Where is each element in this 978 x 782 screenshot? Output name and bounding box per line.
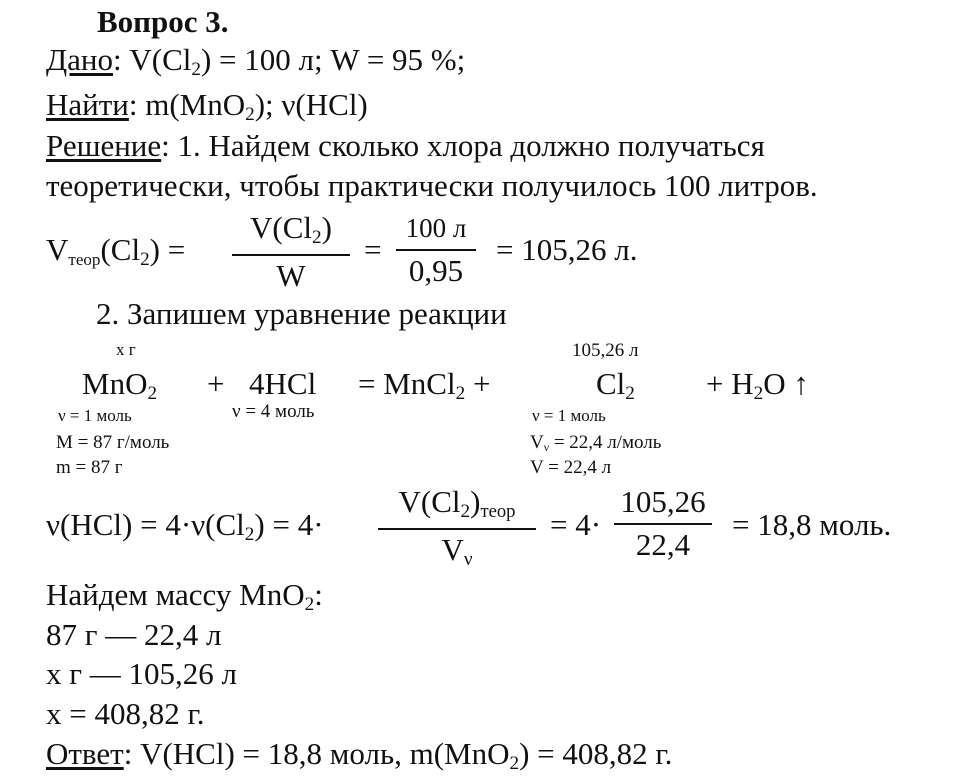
eq1-lhs: Vтеор(Cl2) = bbox=[46, 232, 186, 271]
solution-line-1: Решение: 1. Найдем сколько хлора должно получаться bbox=[46, 128, 765, 163]
reaction-mncl2: = MnCl2 + bbox=[358, 366, 491, 405]
fraction-bar bbox=[396, 249, 476, 251]
proportion-line-2: х г — 105,26 л bbox=[46, 656, 237, 691]
solution-label: Решение bbox=[46, 128, 162, 163]
answer-label: Ответ bbox=[46, 736, 124, 771]
eq2-lhs: ν(HCl) = 4·ν(Cl2) = 4· bbox=[46, 507, 324, 546]
find-line: Найти: m(MnO2); ν(HCl) bbox=[46, 87, 368, 126]
eq2-result: = 18,8 моль. bbox=[732, 507, 892, 542]
eq1-fraction-2: 100 л 0,95 bbox=[396, 210, 476, 289]
answer-line: Ответ: V(HCl) = 18,8 моль, m(MnO2) = 408,82 г. bbox=[46, 736, 673, 775]
proportion-line-1: 87 г — 22,4 л bbox=[46, 617, 222, 652]
eq2-fraction-1: V(Cl2)теор Vν bbox=[378, 484, 536, 573]
find-label: Найти bbox=[46, 87, 129, 122]
eq1-fraction-1: V(Cl2) W bbox=[232, 210, 350, 294]
eq2-mid: = 4· bbox=[550, 507, 602, 542]
cl2-moles: ν = 1 моль bbox=[532, 406, 606, 425]
reaction-plus: + bbox=[207, 366, 225, 401]
fraction-bar bbox=[232, 254, 350, 256]
cl2-volume: V = 22,4 л bbox=[530, 457, 612, 478]
given-line: Дано: V(Cl2) = 100 л; W = 95 %; bbox=[46, 42, 466, 81]
fraction-bar bbox=[614, 523, 712, 525]
given-label: Дано bbox=[46, 42, 113, 77]
mno2-molar-mass: M = 87 г/моль bbox=[56, 432, 170, 453]
eq1-equals: = bbox=[364, 232, 382, 267]
solution-line-2: теоретически, чтобы практически получилось 100 литров. bbox=[46, 168, 818, 203]
reaction-hcl: 4HCl bbox=[249, 366, 317, 401]
mass-result: х = 408,82 г. bbox=[46, 696, 205, 731]
cl2-molar-volume: Vν = 22,4 л/моль bbox=[530, 432, 662, 455]
cl2-above: 105,26 л bbox=[572, 340, 639, 361]
reaction-mno2: MnO2 bbox=[82, 366, 158, 405]
mno2-mass: m = 87 г bbox=[56, 457, 123, 478]
mno2-above: х г bbox=[116, 340, 136, 359]
mass-heading: Найдем массу MnO2: bbox=[46, 577, 323, 616]
page-title: Вопрос 3. bbox=[97, 4, 229, 39]
eq1-result: = 105,26 л. bbox=[496, 232, 638, 267]
hcl-moles: ν = 4 моль bbox=[232, 401, 315, 422]
reaction-cl2: Cl2 bbox=[596, 366, 635, 405]
eq2-fraction-2: 105,26 22,4 bbox=[614, 484, 712, 563]
step-2-heading: 2. Запишем уравнение реакции bbox=[96, 296, 507, 331]
mno2-moles: ν = 1 моль bbox=[58, 406, 132, 425]
fraction-bar bbox=[378, 528, 536, 530]
reaction-h2o: + H2O ↑ bbox=[706, 366, 809, 405]
